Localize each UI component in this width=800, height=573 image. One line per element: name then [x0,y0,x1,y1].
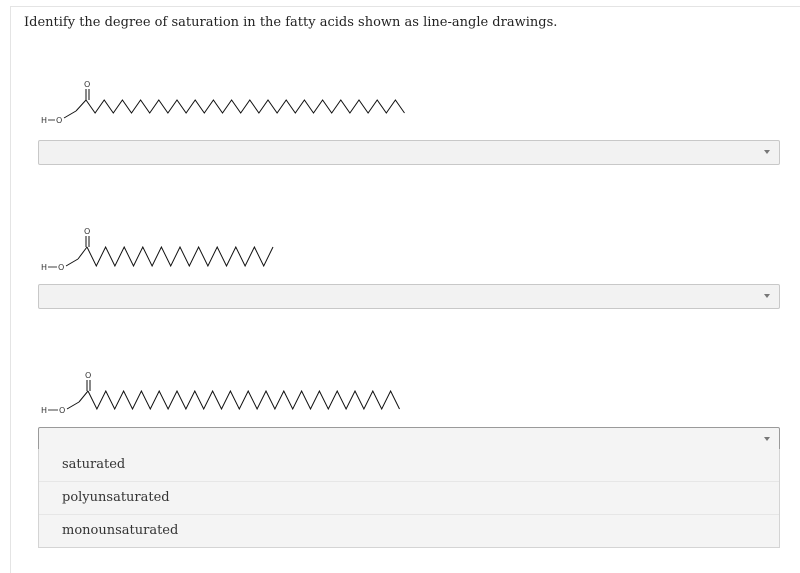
dropdown-option-label: saturated [62,457,126,472]
answer-select-3[interactable] [38,427,780,451]
hydrogen-atom: H [41,406,48,415]
answer-select-3-dropdown [38,449,780,548]
hydroxyl-oxygen: O [59,406,66,415]
hydrogen-atom: H [41,116,48,125]
carbonyl-oxygen: O [84,80,91,89]
hydrogen-atom: H [41,263,48,272]
dropdown-option-polyunsaturated[interactable] [39,482,779,515]
carbonyl-oxygen: O [85,371,92,380]
dropdown-option-monounsaturated[interactable] [39,515,779,548]
question-prompt: Identify the degree of saturation in the fatty acids shown as line-angle drawings. [24,15,558,30]
dropdown-option-label: polyunsaturated [62,490,170,505]
hydroxyl-oxygen: O [56,116,63,125]
hydroxyl-oxygen: O [58,263,65,272]
carbonyl-oxygen: O [84,227,91,236]
dropdown-option-saturated[interactable] [39,449,779,482]
chevron-down-icon[interactable] [764,437,770,441]
dropdown-option-label: monounsaturated [62,523,179,538]
